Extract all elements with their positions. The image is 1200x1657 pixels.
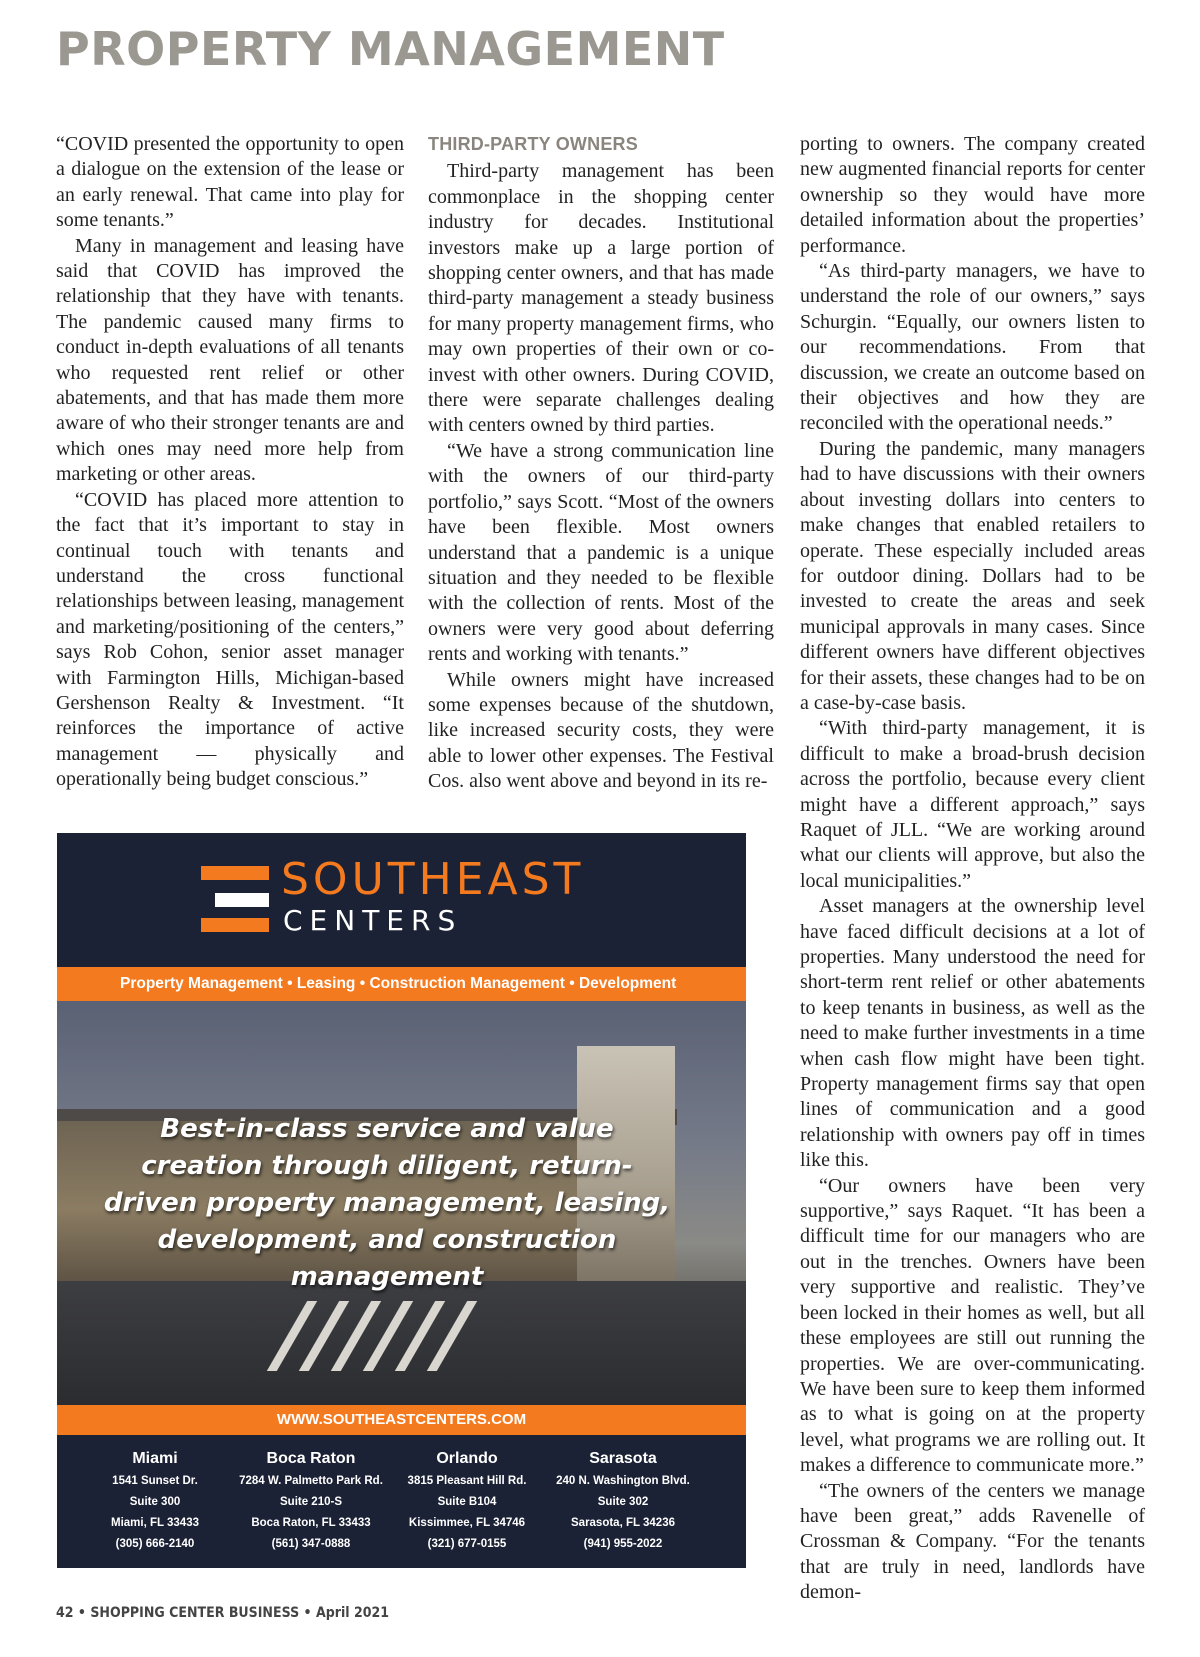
office-boca-raton: [233, 1448, 389, 1555]
shopping-center-photo: [57, 1001, 746, 1405]
ad-tagline: Best-in-class service and value creation through diligent, return-driven property management, leasing, development, and construction management: [103, 1114, 671, 1292]
brand-name: SOUTHEAST: [281, 854, 585, 905]
office-sarasota: [545, 1448, 701, 1555]
office-street: 7284 W. Palmetto Park Rd.: [239, 1475, 383, 1487]
office-phone: (941) 955-2022: [583, 1538, 663, 1550]
subheading-third-party-owners: THIRD-PARTY OWNERS: [428, 134, 638, 154]
paragraph: “Our owners have been very supportive,” says Raquet. “It has been a difficult time for our managers who are out in the trenches. Owners have been very supportive and realistic. They’ve been locked in their homes as well, but all these employees are still out running the properties. We are over-communicating. We have been sure to keep them informed as to what is going on at the property level, what programs we are rolling out. It makes a difference to communicate more.”: [800, 1174, 1145, 1477]
logo-mark-icon: [201, 866, 269, 932]
paragraph: “COVID has placed more attention to the fact that it’s important to stay in continual touch with tenants and understand the cross functional relationships between leasing, management and marketing/positioning of the centers,” says Rob Cohon, senior asset manager with Farmington Hills, Michigan-based Gershenson Realty & Investment. “It reinforces the importance of active management — physically and operationally being budget conscious.”: [56, 488, 404, 791]
article-column-2: [428, 132, 774, 795]
paragraph: “The owners of the centers we manage have been great,” adds Ravenelle of Crossman & Company. “For the tenants that are truly in need, landlords have demon-: [800, 1479, 1145, 1604]
office-locations: [77, 1448, 717, 1555]
office-citystate: Sarasota, FL 34236: [571, 1517, 675, 1529]
office-miami: [77, 1448, 233, 1555]
office-suite: Suite 210-S: [280, 1496, 342, 1508]
office-street: 3815 Pleasant Hill Rd.: [407, 1475, 527, 1487]
southeast-centers-advertisement: [57, 833, 746, 1568]
office-city: Boca Raton: [266, 1450, 356, 1467]
office-phone: (305) 666-2140: [115, 1538, 195, 1550]
paragraph: Asset managers at the ownership level have faced difficult decisions at a lot of properties. Many understood the need for short-term rent relief or other abatements to keep tenants in business, as well as the need to make further investments in a time when cash flow might have been tight. Property management firms say that open lines of communication and a good relationship with owners pay off in times like this.: [800, 895, 1145, 1172]
office-phone: (561) 347-0888: [271, 1538, 351, 1550]
office-street: 1541 Sunset Dr.: [112, 1475, 198, 1487]
office-city: Sarasota: [589, 1450, 657, 1467]
office-citystate: Miami, FL 33433: [111, 1517, 199, 1529]
article-column-3: [800, 132, 1145, 1606]
paragraph: “As third-party managers, we have to understand the role of our owners,” says Schurgin. “Equally, our owners listen to our recommendations. From that discussion, we create an outcome based on their objectives and how they are reconciled with the operational needs.”: [800, 260, 1145, 435]
paragraph: “We have a strong communication line with the owners of our third-party portfolio,” says Scott. “Most of the owners have been flexible. Most owners understand that a pandemic is a unique situation and they needed to be flexible with the collection of rents. Most of the owners were very good about deferring rents and working with tenants.”: [428, 439, 774, 666]
office-suite: Suite 302: [597, 1496, 649, 1508]
article-column-1: [56, 132, 404, 793]
office-suite: Suite 300: [129, 1496, 181, 1508]
office-suite: Suite B104: [437, 1496, 497, 1508]
page-footer: 42 • SHOPPING CENTER BUSINESS • April 2021: [56, 1605, 390, 1621]
office-citystate: Boca Raton, FL 33433: [251, 1517, 371, 1529]
southeast-centers-logo: [201, 854, 601, 938]
office-city: Orlando: [436, 1450, 498, 1467]
paragraph: “COVID presented the opportunity to open a dialogue on the extension of the lease or an early renewal. That came into play for some tenants.”: [56, 133, 404, 232]
office-street: 240 N. Washington Blvd.: [556, 1475, 690, 1487]
office-phone: (321) 677-0155: [427, 1538, 507, 1550]
website-link[interactable]: WWW.SOUTHEASTCENTERS.COM: [57, 1405, 746, 1435]
section-title: PROPERTY MANAGEMENT: [56, 22, 725, 76]
paragraph: Many in management and leasing have said that COVID has improved the relationship that they have with tenants. The pandemic caused many firms to conduct in-depth evaluations of all tenants who requested rent relief or other abatements, and that has made them more aware of who their stronger tenants are and which ones may need more help from marketing or other areas.: [56, 234, 404, 486]
office-city: Miami: [132, 1450, 178, 1467]
paragraph: During the pandemic, many managers had to have discussions with their owners about investing dollars into centers to make changes that enabled retailers to operate. These especially included areas for outdoor dining. Dollars had to be invested to create the areas and seek municipal approvals in many cases. Since different owners have different objectives for their assets, these changes had to be on a case-by-case basis.: [800, 437, 1145, 714]
paragraph: “With third-party management, it is difficult to make a broad-brush decision across the portfolio, because every client might have a different approach,” says Raquet of JLL. “We are working around what our clients will approve, but also the local municipalities.”: [800, 717, 1145, 892]
office-orlando: [389, 1448, 545, 1555]
paragraph: Third-party management has been commonplace in the shopping center industry for decades. Institutional investors make up a large portion of shopping center owners, and that has made third-party management a steady business for many property management firms, who may own properties of their own or co-invest with other owners. During COVID, there were separate challenges dealing with centers owned by third parties.: [428, 160, 774, 437]
paragraph: While owners might have increased some expenses because of the shutdown, like increased security costs, they were able to lower other expenses. The Festival Cos. also went above and beyond in its re-: [428, 668, 774, 793]
services-bar: Property Management • Leasing • Construction Management • Development: [57, 967, 746, 1001]
brand-subname: CENTERS: [283, 904, 463, 937]
paragraph: porting to owners. The company created new augmented financial reports for center ownership so they would have more detailed information about the properties’ performance.: [800, 133, 1145, 257]
office-citystate: Kissimmee, FL 34746: [408, 1517, 526, 1529]
